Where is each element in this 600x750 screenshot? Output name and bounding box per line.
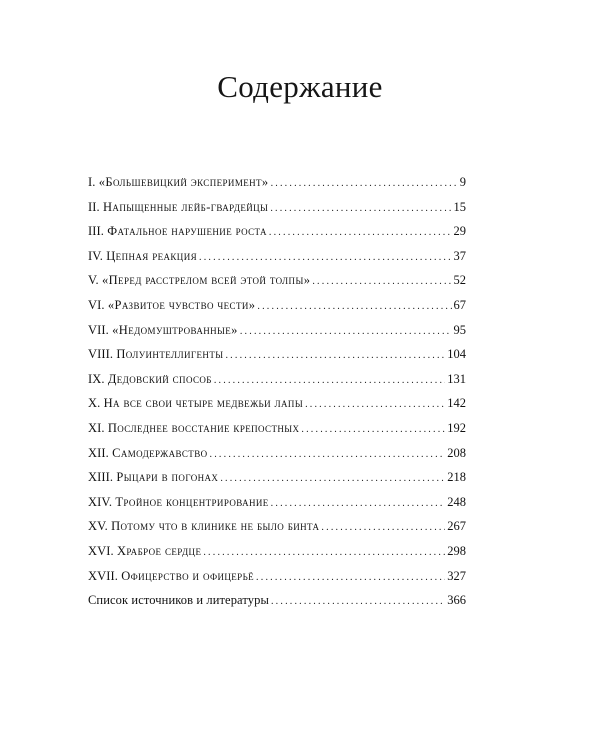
toc-entry-number: V.: [88, 273, 99, 288]
toc-entry-title: «Перед расстрелом всей этой толпы»: [101, 273, 311, 288]
toc-leader-dots: [203, 548, 445, 558]
toc-leader-dots: [305, 400, 445, 410]
toc-entry-page: 298: [447, 543, 466, 558]
toc-entry: [88, 324, 466, 349]
toc-leader-dots: [312, 277, 451, 287]
toc-entry: [88, 250, 466, 275]
toc-entry-page: 267: [447, 519, 466, 534]
toc-leader-dots: [269, 228, 452, 238]
toc-entry-page: 218: [447, 470, 466, 485]
toc-entry-page: 52: [453, 273, 466, 288]
toc-entry-bibliography: [88, 594, 466, 619]
toc-entry-title: Дедовский способ: [107, 371, 212, 386]
toc-entry-page: 15: [453, 199, 466, 214]
toc-entry-title: На все свои четыре медвежьи лапы: [103, 396, 304, 411]
toc-leader-dots: [256, 573, 445, 583]
toc-leader-dots: [301, 425, 445, 435]
toc-entry-page: 248: [447, 494, 466, 509]
toc-entry-page: 95: [453, 322, 466, 337]
toc-leader-dots: [240, 327, 452, 337]
toc-leader-dots: [225, 351, 445, 361]
toc-entry: [88, 496, 466, 521]
toc-entry-title: Список источников и литературы: [88, 593, 269, 608]
toc-entry-title: «Большевицкий эксперимент»: [98, 175, 269, 189]
toc-entry-title: Напыщенные лейб-гвардейцы: [103, 199, 269, 214]
toc-leader-dots: [271, 499, 446, 509]
toc-entry-title: Потому что в клинике не было бинта: [111, 519, 320, 534]
toc-entry: [88, 274, 466, 299]
toc-leader-dots: [199, 253, 451, 263]
toc-entry-number: XI.: [88, 420, 105, 435]
toc-entry-number: III.: [88, 224, 105, 239]
toc-entry-number: I.: [88, 175, 96, 189]
toc-leader-dots: [210, 450, 446, 460]
toc-entry-page: 142: [447, 396, 466, 411]
toc-entry-number: VIII.: [88, 347, 114, 362]
toc-entry-title: Полуинтеллигенты: [116, 347, 224, 362]
toc-entry-title: «Недомуштрованные»: [112, 322, 238, 337]
toc-entry: [88, 225, 466, 250]
toc-entry-title: Цепная реакция: [106, 248, 198, 263]
toc-entry: [88, 447, 466, 472]
toc-entry-title: Офицерство и офицерьё: [121, 568, 255, 583]
toc-entry-title: Самодержавство: [112, 445, 208, 460]
toc-entry-number: XIV.: [88, 494, 113, 509]
toc-entry-page: 366: [447, 593, 466, 608]
toc-entry: [88, 299, 466, 324]
toc-entry-page: 327: [447, 568, 466, 583]
toc-leader-dots: [270, 204, 451, 214]
toc-leader-dots: [321, 523, 445, 533]
toc-entry: [88, 397, 466, 422]
toc-entry-number: VII.: [88, 322, 109, 337]
toc-entry: [88, 373, 466, 398]
toc-entry-page: 208: [447, 445, 466, 460]
toc-entry: [88, 201, 466, 226]
toc-entry-number: IV.: [88, 248, 104, 263]
toc-entry: [88, 520, 466, 545]
toc-leader-dots: [214, 376, 445, 386]
toc-leader-dots: [271, 179, 458, 189]
toc-leader-dots: [257, 302, 451, 312]
toc-entry-number: XVI.: [88, 543, 114, 558]
toc-entry-page: 131: [447, 371, 466, 386]
toc-entry-title: «Развитое чувство чести»: [107, 297, 256, 312]
toc-entry-number: XVII.: [88, 568, 119, 583]
toc-entry-title: Тройное концентрирование: [115, 494, 269, 509]
toc-entry: [88, 471, 466, 496]
toc-leader-dots: [220, 474, 445, 484]
table-of-contents: [88, 176, 466, 619]
toc-entry-page: 104: [447, 347, 466, 362]
toc-entry-title: Фатальное нарушение роста: [107, 224, 267, 239]
toc-entry-number: II.: [88, 199, 100, 214]
toc-entry: [88, 545, 466, 570]
toc-entry: [88, 422, 466, 447]
toc-entry-number: X.: [88, 396, 101, 411]
toc-entry-page: 9: [459, 175, 466, 189]
toc-entry-number: XIII.: [88, 470, 114, 485]
page-title: Содержание: [217, 68, 383, 104]
toc-entry-page: 37: [453, 248, 466, 263]
toc-entry: [88, 176, 466, 201]
toc-entry-page: 192: [447, 420, 466, 435]
toc-leader-dots: [271, 597, 445, 607]
toc-entry: [88, 570, 466, 595]
toc-entry-number: XII.: [88, 445, 109, 460]
toc-entry: [88, 348, 466, 373]
toc-entry-number: XV.: [88, 519, 108, 534]
toc-entry-title: Храброе сердце: [116, 543, 202, 558]
toc-entry-title: Рыцари в погонах: [116, 470, 219, 485]
toc-entry-number: VI.: [88, 297, 105, 312]
toc-entry-number: IX.: [88, 371, 105, 386]
toc-entry-page: 67: [453, 297, 466, 312]
toc-entry-page: 29: [453, 224, 466, 239]
toc-entry-title: Последнее восстание крепостных: [107, 420, 300, 435]
